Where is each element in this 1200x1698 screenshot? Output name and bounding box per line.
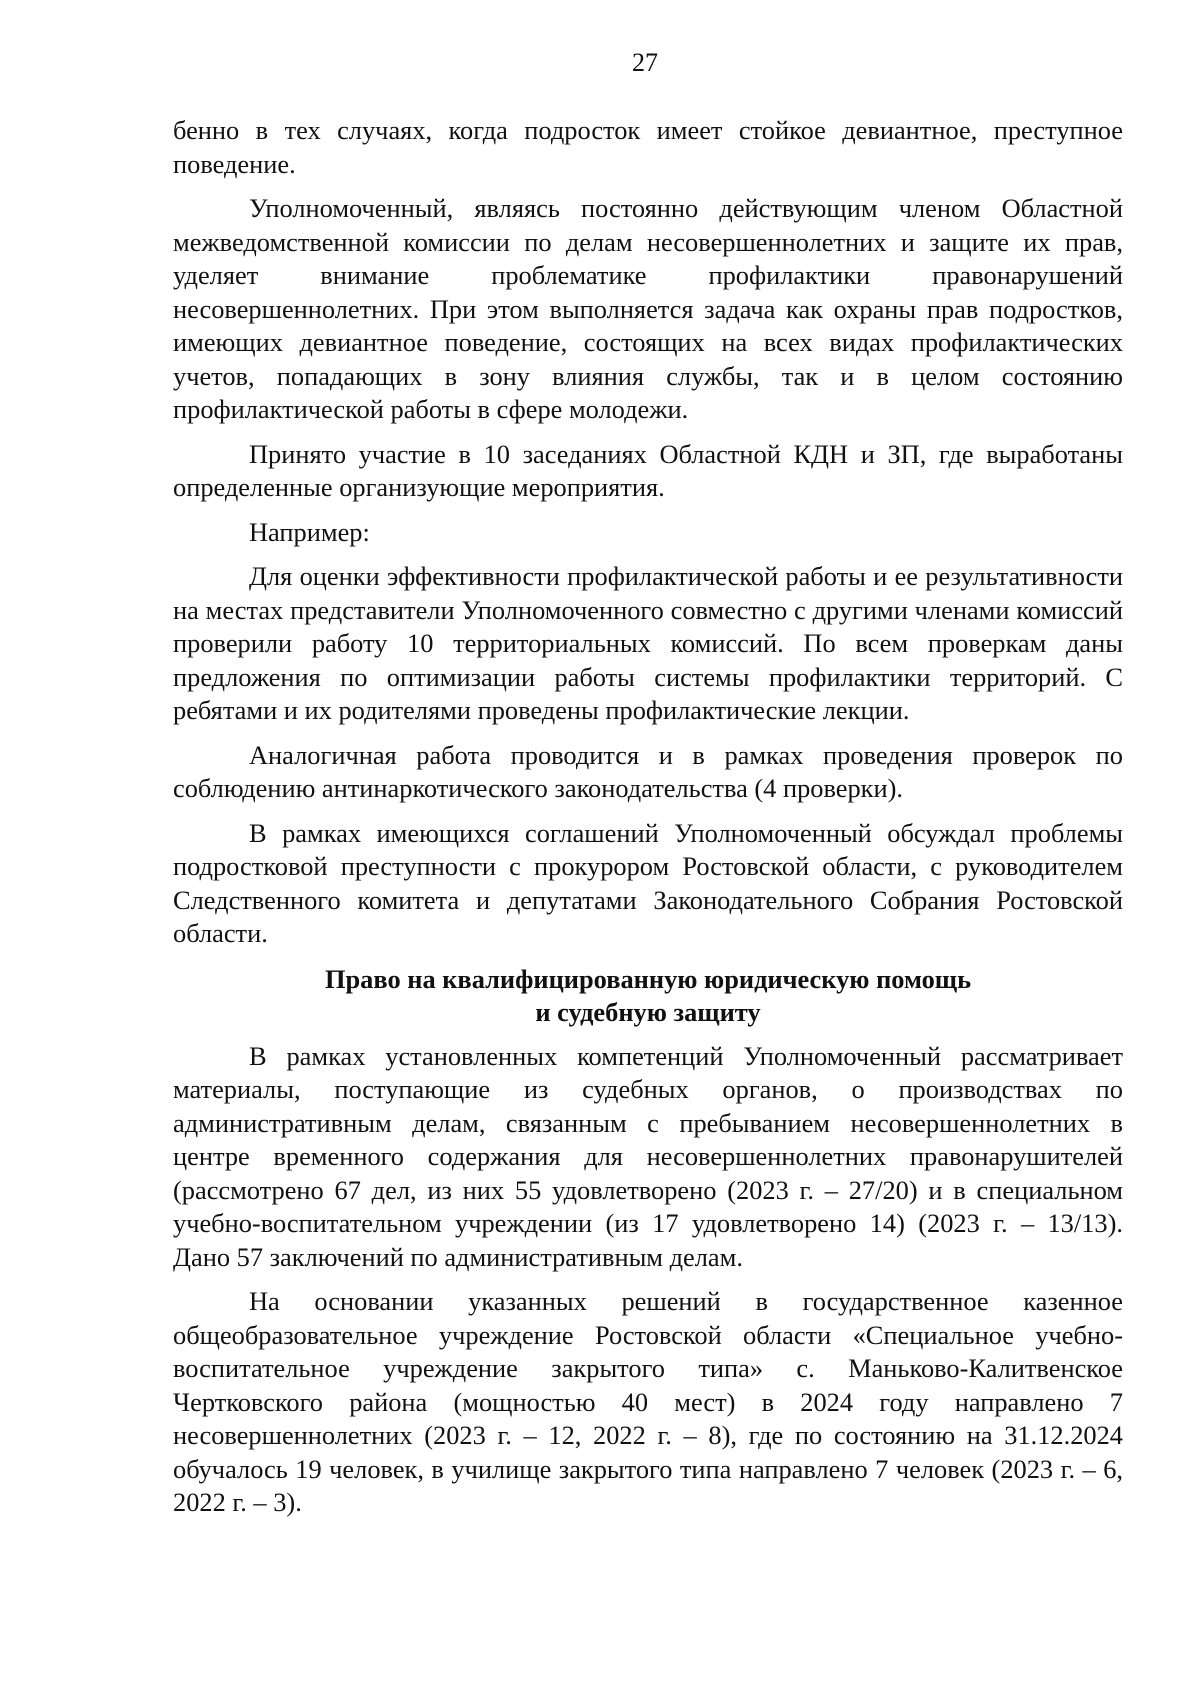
paragraph-antidrug-checks: Аналогичная работа проводится и в рамках проведения проверок по соблюдению антинаркотического законодательства (4 проверки).: [173, 739, 1123, 803]
paragraph-continuation: бенно в тех случаях, когда подросток имеет стойкое девиантное, преступное поведение.: [173, 115, 1123, 179]
document-body: [173, 114, 1123, 1531]
section-heading-line-2: и судебную защиту: [535, 997, 761, 1027]
paragraph-example-intro: Например:: [249, 516, 370, 547]
section-heading-line-1: Право на квалифицированную юридическую помощь: [324, 963, 972, 994]
paragraph-special-institution: На основании указанных решений в государственное казенное общеобразовательное учреждение Ростовской области «Специальное учебно-воспитательное учреждение закрытого типа» с. Маньково-Калитвенское Чертковского района (мощностью 40 мест) в 2024 году направлено 7 несовершеннолетних (2023 г. – 12, 2022 г. – 8), где по состоянию на 31.12.2024 обучалось 19 человек, в училище закрытого типа направлено 7 человек (2023 г. – 6, 2022 г. – 3).: [173, 1286, 1123, 1517]
paragraph-commission-checks: Для оценки эффективности профилактической работы и ее результативности на местах представители Уполномоченного совместно с другими членами комиссий проверили работу 10 территориальных комиссий. По всем проверкам даны предложения по оптимизации работы системы профилактики территорий. С ребятами и их родителями проведены профилактические лекции.: [173, 561, 1123, 725]
paragraph-agreements: В рамках имеющихся соглашений Уполномоченный обсуждал проблемы подростковой преступности с прокурором Ростовской области, с руководителем Следственного комитета и депутатами Законодательного Собрания Ростовской области.: [173, 817, 1123, 948]
page-number: 27: [632, 48, 658, 77]
paragraph-court-materials: В рамках установленных компетенций Уполномоченный рассматривает материалы, поступающие из судебных органов, о производствах по административным делам, связанным с пребыванием несовершеннолетних в центре временного содержания для несовершеннолетних правонарушителей (рассмотрено 67 дел, из них 55 удовлетворено (2023 г. – 27/20) и в специальном учебно-воспитательном учреждении (из 17 удовлетворено 14) (2023 г. – 13/13). Дано 57 заключений по административным делам.: [173, 1040, 1123, 1272]
paragraph-ombudsman-membership: Уполномоченный, являясь постоянно действующим членом Областной межведомственной комиссии по делам несовершеннолетних и защите их прав, уделяет внимание проблематике профилактики правонарушений несовершеннолетних. При этом выполняется задача как охраны прав подростков, имеющих девиантное поведение, состоящих на всех видах профилактических учетов, попадающих в зону влияния службы, так и в целом состоянию профилактической работы в сфере молодежи.: [173, 193, 1123, 424]
paragraph-kdn-meetings: Принято участие в 10 заседаниях Областной КДН и ЗП, где выработаны определенные организующие мероприятия.: [173, 438, 1123, 502]
section-heading: [173, 963, 1123, 1030]
